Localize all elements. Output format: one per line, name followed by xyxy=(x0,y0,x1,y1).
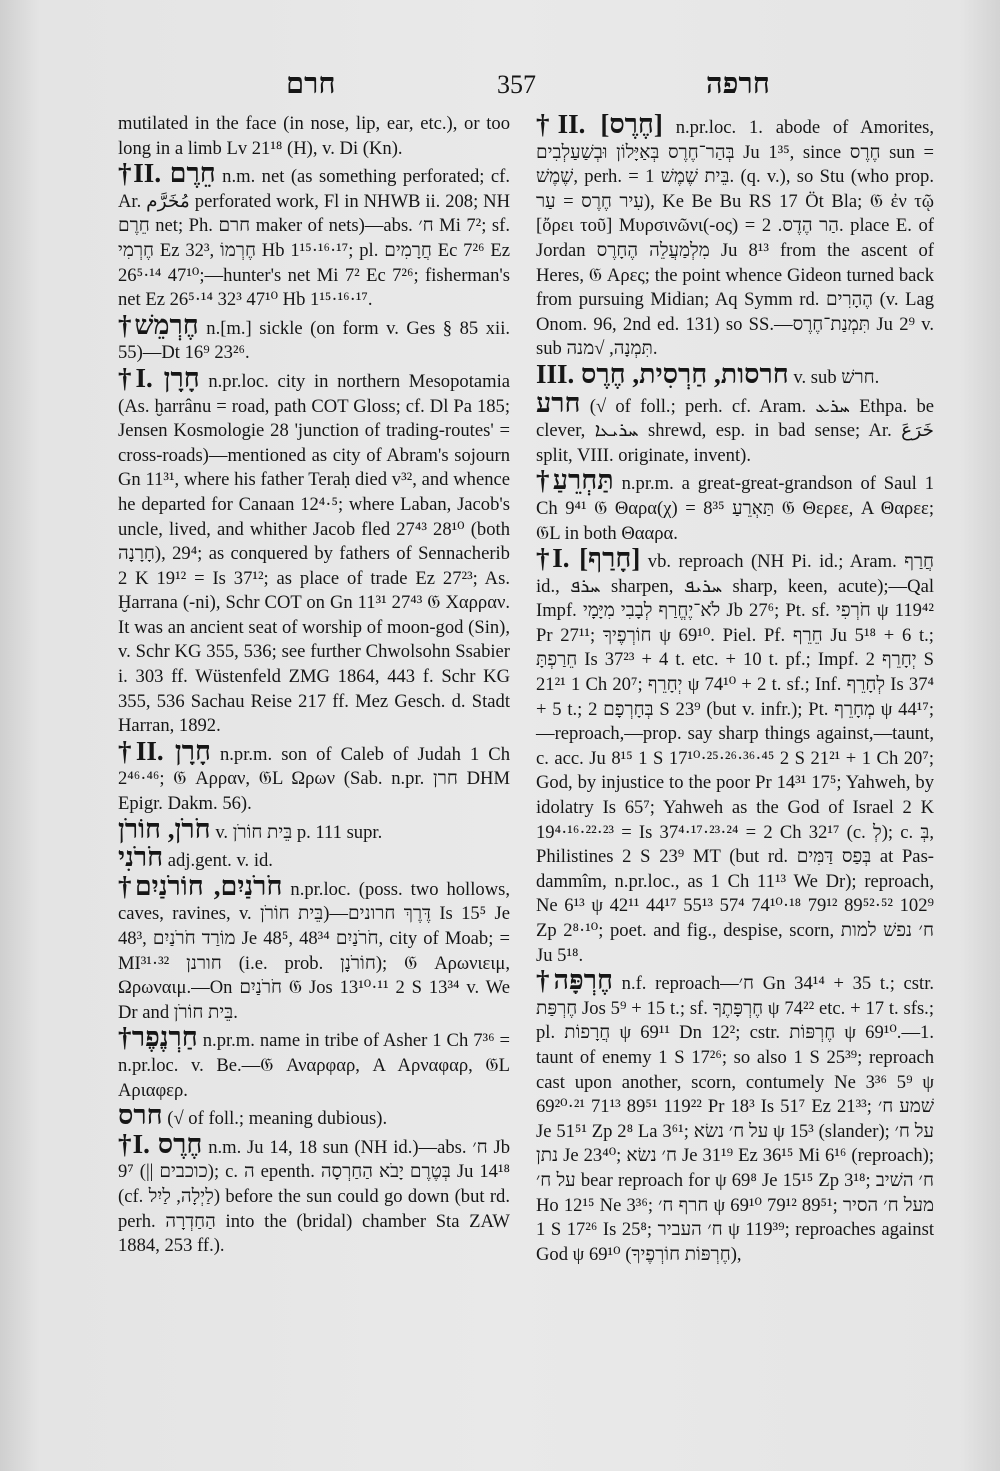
entry-headword: חֹרֹנִי xyxy=(118,842,164,873)
entry-text: n.[m.] sickle (on form v. Ges § 85 xii. 55)—Dt 16⁹ 23²⁶. xyxy=(118,317,511,364)
dictionary-entry xyxy=(536,109,935,362)
entry-headword: †II. חֵרֶם xyxy=(118,158,216,189)
dictionary-entry xyxy=(118,309,511,366)
entry-text: adj.gent. v. id. xyxy=(167,850,273,872)
entry-headword: III. חרסות, חַרְסִית, חֶרֶס xyxy=(536,358,789,389)
entry-text: n.m. net (as something perforated; cf. Ar. مُخَرَّم perforated work, Fl in NHWB ii. 208; NH חֵרֶם net; Ph. חרם maker of nets)—abs. ח׳ Mi 7²; sf. חֶרְמִי Ez 32³, חֶרְמוֹ Hb 1¹⁵·¹⁶·¹⁷; pl. חֲרָמִים Ec 7²⁶ Ez 26⁵·¹⁴ 47¹⁰;—hunter's net Mi 7² Ec 7²⁶; fisherman's net Ez 26⁵·¹⁴ 32³ 47¹⁰ Hb 1¹⁵·¹⁶·¹⁷. xyxy=(118,166,511,311)
running-head-right: חרפה xyxy=(706,68,770,100)
entry-text: (√ of foll.; meaning dubious). xyxy=(167,1108,388,1130)
entry-text: n.pr.m. name in tribe of Asher 1 Ch 7³⁶ = n.pr.loc. v. Be.—𝔊 Αναρφαρ, A Αρναφαρ, 𝔊L Αριαφερ. xyxy=(118,1030,510,1101)
entry-text: n.f. reproach—ח׳ Gn 34¹⁴ + 35 t.; cstr. חֶרְפַּת Jos 5⁹ + 15 t.; sf. חֶרְפָּתֶךָ ψ 74²² etc. + 17 t. sfs.; pl. חֲרָפוֹת ψ 69¹¹ Dn 12²; cstr. חֶרְפּוֹת ψ 69¹⁰.—1. taunt of enemy 1 S 17²⁶; so also 1 S 25³⁹; reproach cast upon another, scorn, contumely Ne 3³⁶ 5⁹ ψ 69²⁰·²¹ 71¹³ 89⁵¹ 119²² Pr 18³ Is 51⁷ Ez 21³³; שׁמע ח׳ Je 51⁵¹ Zp 2⁸ La 3⁶¹; על ח׳ נשׂא ψ 15³ (slander); על ח׳ נתן Je 23⁴⁰; ח׳ נשׂא Je 31¹⁹ Ez 36¹⁵ Mi 6¹⁶ (reproach); על ח׳ bear reproach for ψ 69⁸ Je 15¹⁵ Zp 3¹⁸; ח׳ השׁיב Ho 12¹⁵ Ne 3³⁶; חרף ח׳ ψ 69¹⁰ 79¹² 89⁵¹; מעל ח׳ הסיר 1 S 17²⁶ Is 25⁸; ח׳ העביר ψ 119³⁹; reproaches against God ψ 69¹⁰ (חֶרְפּוֹת חוֹרְפֶיךָ), xyxy=(536,973,935,1265)
dictionary-entry xyxy=(118,1100,510,1132)
entry-headword: חֹרֹן, חוֹרֹן xyxy=(118,813,211,844)
entry-headword: †חֶרְמֵשׁ xyxy=(118,309,199,340)
entry-text: n.pr.loc. (poss. two hollows, caves, ravines, v. בֵּית חוֹרֹן)—דֶּרֶךְ חרונים Is 15⁵ Je 48³, מוֹרַד חֹרֹנַיִם Je 48⁵, חֹרֹנַיִם 48³⁴, city of Moab; = MI³¹·³² חורנן (i.e. prob. חוֹרֹנָן); 𝔊 Αρωνιειμ, Ωρωναιμ.—On חֹרֹנַיִם 𝔊 Jos 13¹⁰·¹¹ 2 S 13³⁴ v. We Dr and בֵּית חוֹרֹן. xyxy=(118,878,511,1023)
entry-text: (√ of foll.; perh. cf. Aram. ܚܪܥ Ethpa. be clever, ܚܪܝܥܐ shrewd, esp. in bad sense; Ar. خَرَعَ split, VIII. originate, invent). xyxy=(536,395,934,466)
dictionary-entry xyxy=(536,358,934,391)
entry-text: n.pr.m. a great-great-grandson of Saul 1 Ch 9⁴¹ 𝔊 Θαρα(χ) = תַּאְרֵעַ 8³⁵ 𝔊 Θερεε, A Θαρεε; 𝔊L in both Θααρα. xyxy=(536,473,935,544)
entry-headword: †I. חֶרֶס xyxy=(118,1128,203,1159)
entry-headword: †I. [חָרַף] xyxy=(536,543,641,574)
dictionary-entry xyxy=(118,842,510,874)
entry-headword: †I. חָרָן xyxy=(118,362,200,393)
entry-headword: †תַּחְרֵעַ xyxy=(536,465,614,496)
dictionary-entry xyxy=(118,813,510,846)
dictionary-entry xyxy=(118,870,511,1026)
dictionary-entry xyxy=(118,735,510,817)
entry-headword: †II. [חֶרֶס] xyxy=(536,109,663,139)
page-number: 357 xyxy=(497,70,536,99)
entry-headword: חרס xyxy=(118,1100,163,1131)
entry-text: n.pr.loc. 1. abode of Amorites, בְּהַר־חֶרֶס בְּאַיָּלוֹן וּבְשַׁעַלְבִים Ju 1³⁵, since חֶרֶס sun = שֶׁמֶשׁ, perh. = בֵּית שֶׁמֶשׁ 1. (q. v.), so Stu (who prop. עִיר חֶרֶס = עַר), Ke Be Bu RS 17 Öt Bla; 𝔊 ἐν τῷ [ὄρει τοῦ] Μυρσινῶνι(-ος) = הַר הֶדֶס. 2. place E. of Jordan מִלְמַעֲלֵה הֶחָרֶס Ju 8¹³ from the ascent of Heres, 𝔊 Αρες; the point whence Gideon turned back from pursuing Midian; Aq Symm rd. הֶהָרִים (v. Lag Onom. 96, 2nd ed. 131) so SS.—תִּמְנַת־חֶרֶס Ju 2⁹ v. sub תִּמְנָה, √מנה. xyxy=(536,117,935,360)
dictionary-entry xyxy=(536,387,934,469)
dictionary-entry xyxy=(536,965,935,1267)
entry-headword: †חֶרְפָּה xyxy=(536,965,613,996)
entry-text: v. בֵּית חוֹרֹן p. 111 supr. xyxy=(215,821,383,843)
entry-headword: חרע xyxy=(536,387,581,418)
dictionary-entry xyxy=(118,112,510,161)
left-column xyxy=(118,112,510,1259)
running-head-left: חרם xyxy=(286,68,336,100)
dictionary-entry xyxy=(118,362,511,739)
entry-text: v. sub חרשׁ. xyxy=(793,366,880,388)
dictionary-entry xyxy=(536,543,935,968)
entry-headword: †חֹרֹנַיִם, חוֹרֹנַיִם xyxy=(118,870,283,901)
right-column xyxy=(536,109,935,1267)
entry-text: mutilated in the face (in nose, lip, ear, etc.), or too long in a limb Lv 21¹⁸ (H), v. Di (Kn). xyxy=(118,113,510,159)
dictionary-entry xyxy=(118,1128,511,1259)
entry-headword: †II. חָרָן xyxy=(118,735,211,766)
entry-text: n.m. Ju 14, 18 sun (NH id.)—abs. ח׳ Jb 9⁷ (|| כוכבים); c. ה epenth. בְּטֶרֶם יָבֹא הַחַרְסָה Ju 14¹⁸ (cf. לַיְלָה, לַיִל) before the sun could go down (but rd. perh. הַחַדְרָה into the (bridal) chamber Sta ZAW 1884, 253 ff.). xyxy=(118,1136,511,1257)
entry-text: vb. reproach (NH Pi. id.; Aram. חֲרַף id., ܚܪܦ sharpen, ܚܪܝܦ sharp, keen, acute);—Qal Impf. לֹא־יֶחֱרַף לְבָבִי מִיָּמָי Jb 27⁶; Pt. sf. חֹרְפִי ψ 119⁴² Pr 27¹¹; חוֹרְפֶיךָ ψ 69¹⁰. Piel. Pf. חֵרֵף Ju 5¹⁸ + 6 t.; חֵרַפְתָּ Is 37²³ + 4 t. etc. + 10 t. pf.; Impf. יְחָרֵף 2 S 21²¹ 1 Ch 20⁷; יְחָרֵף ψ 74¹⁰ + 2 t. sf.; Inf. לְחָרֵף Is 37⁴ + 5 t.; בְּחָרְפָם 2 S 23⁹ (but v. infr.); Pt. מְחָרֵף ψ 44¹⁷;—reproach,—prop. say sharp things against,—taunt, c. acc. Ju 8¹⁵ 1 S 17¹⁰·²⁵·²⁶·³⁶·⁴⁵ 2 S 21²¹ + 1 Ch 20⁷; God, by injustice to the poor Pr 14³¹ 17⁵; Yahweh, by idolatry Is 65⁷; Yahweh as the God of Israel 2 K 19⁴·¹⁶·²²·²³ = Is 37⁴·¹⁷·²³·²⁴ = 2 Ch 32¹⁷ (c. לְ); c. בְּ, Philistines 2 S 23⁹ MT (but rd. בְּפַס דַּמִּים at Pas-dammîm, n.pr.loc., as 1 Ch 11¹³ We Dr); reproach, Ne 6¹³ ψ 42¹¹ 44¹⁷ 55¹³ 57⁴ 74¹⁰·¹⁸ 79¹² 89⁵²·⁵² 102⁹ Zp 2⁸·¹⁰; poet. and fig., despise, scorn, ח׳ נפשׁ למות Ju 5¹⁸. xyxy=(536,551,935,966)
entry-text: n.pr.loc. city in northern Mesopotamia (As. ḫarrânu = road, path COT Gloss; cf. Dl Pa 185; Jensen Kosmologie 28 'junction of trading-routes' = cross-roads)—mentioned as city of Abram's sojourn Gn 11³¹, where his father Teraḥ died v³², and whence he departed for Canaan 12⁴·⁵; where Laban, Jacob's uncle, lived, and whither Jacob fled 27⁴³ 28¹⁰ (both חָרָנָה), 29⁴; as conquered by fathers of Sennacherib 2 K 19¹² = Is 37¹²; as place of trade Ez 27²³; As. Ḫarrana (-ni), Schr COT on Gn 11³¹ 27⁴³ 𝔊 Χαρραν. It was an ancient seat of worship of moon-god (Sin), v. Schr KG 355, 536; see further Chwolsohn Ssabier i. 303 ff. Wüstenfeld ZMG 1864, 443 f. Schr KG 355, 536 Sachau Reise 217 ff. Mez Gesch. d. Stadt Harran, 1892. xyxy=(118,370,511,737)
entry-text: n.pr.m. son of Caleb of Judah 1 Ch 2⁴⁶·⁴⁶; 𝔊 Αρραν, 𝔊L Ωρων (Sab. n.pr. חרן DHM Epigr. Dakm. 56). xyxy=(118,743,510,815)
entry-headword: †חַרְנֶפֶר xyxy=(118,1022,198,1053)
dictionary-entry xyxy=(118,158,511,313)
dictionary-entry xyxy=(118,1022,510,1103)
dictionary-entry xyxy=(536,465,935,546)
